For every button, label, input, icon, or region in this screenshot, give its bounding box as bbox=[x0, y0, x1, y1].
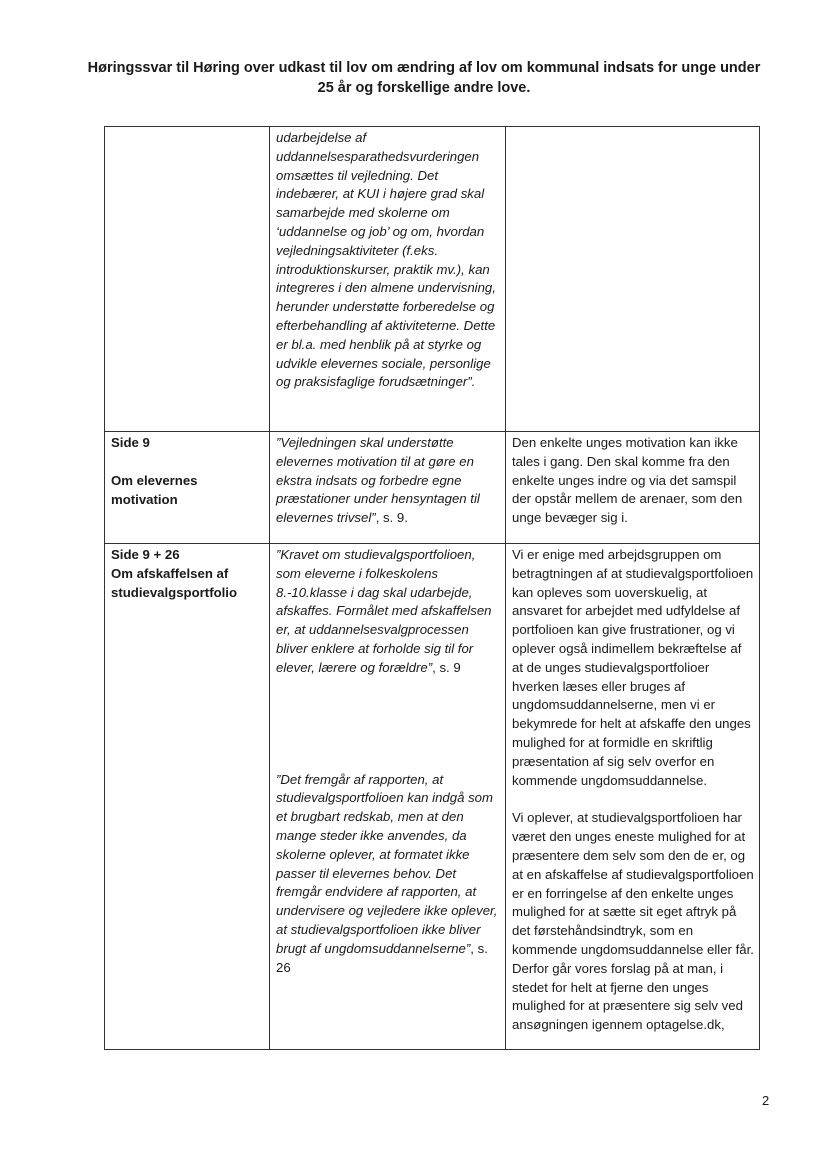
hearing-response-table bbox=[104, 126, 760, 1050]
quote-cell bbox=[270, 432, 506, 544]
response-text: Den enkelte unges motivation kan ikke tales i gang. Den skal komme fra den enkelte unges indre og via det samspil der opstår mellem de arenaer, som den unge bevæger sig i. bbox=[512, 435, 743, 526]
title-line-1: Høringssvar til Høring over udkast til lov om ændring af lov om kommunal indsats for unge under bbox=[87, 60, 761, 76]
response-cell bbox=[506, 432, 760, 544]
quote-cell bbox=[270, 127, 506, 432]
table-row bbox=[105, 432, 760, 544]
topic-subject: Om afskaffelsen af studievalgsportfolio bbox=[111, 565, 238, 600]
response-text: Vi er enige med arbejdsgruppen om betragtningen af at studievalgsportfolioen kan opleves som uoverskuelig, at ansvaret for arbejdet med udfyldelse af portfolioen kan give frustrationer, og vi oplever også indimellem bekræftelse af at de unges studievalgsportfolioer hverken læses eller bruges af ungdomsuddannelserne, men vi er bekymrede for helt at afskaffe den unges mulighed for at formidle en skriftlig præsentation af sig selv overfor en kommende ungdomsuddannelse. bbox=[512, 547, 754, 788]
quote-text: ”Kravet om studievalgsportfolioen, som eleverne i folkeskolens 8.-10.klasse i dag skal udarbejde, afskaffes. Formålet med afskaffelsen er, at uddannelsesvalgprocessen bliver enklere at forholde sig til for elever, lærere og forældre” bbox=[276, 547, 492, 675]
title-line-2: 25 år og forskellige andre love. bbox=[317, 80, 531, 96]
response-cell bbox=[506, 127, 760, 432]
response-text-3: Derfor går vores forslag på at man, i stedet for helt at fjerne den unges mulighed for at præsentere sig selv ved ansøgningen igennem optagelse.dk, bbox=[512, 960, 743, 1033]
page-number: 2 bbox=[762, 1093, 770, 1108]
quote-reference-2: , s. 26 bbox=[276, 940, 488, 975]
topic-cell bbox=[105, 432, 270, 544]
table-row bbox=[105, 544, 760, 1050]
topic-cell bbox=[105, 544, 270, 1050]
quote-reference: , s. 9. bbox=[375, 510, 408, 526]
topic-page-ref: Side 9 + 26 bbox=[111, 547, 180, 562]
response-text-2: Vi oplever, at studievalgsportfolioen har været den unges eneste mulighed for at præsentere dem selv som den de er, og at en afskaffelse af studievalgsportfolioen er en forringelse af den enkelte unges mulighed for at sætte sit eget aftryk på det førstehåndsindtryk, som en kommende ungdomsuddannelse eller får. bbox=[512, 810, 754, 957]
quote-cell bbox=[270, 544, 506, 1050]
table-row bbox=[105, 127, 760, 432]
quote-text-2: ”Det fremgår af rapporten, at studievalgsportfolioen kan indgå som et brugbart redskab, men at den mange steder ikke anvendes, da skolerne oplever, at formatet ikke passer til elevernes behov. Det fremgår endvidere af rapporten, at undervisere og vejledere ikke oplever, at studievalgsportfolioen ikke bliver brugt af ungdomsuddannelserne” bbox=[276, 771, 498, 956]
topic-subject: Om elevernes motivation bbox=[111, 472, 198, 507]
quote-text: udarbejdelse af uddannelsesparathedsvurderingen omsættes til vejledning. Det indebærer, at KUI i højere grad skal samarbejde med skolerne om ‘uddannelse og job’ og om, hvordan vejledningsaktiviteter (f.eks. introduktionskurser, praktik mv.), kan integreres i den almene undervisning, herunder understøtte forberedelse og efterbehandling af aktiviteterne. Dette er bl.a. med henblik på at styrke og udvikle elevernes sociale, personlige og praksisfaglige forudsætninger”. bbox=[276, 130, 496, 390]
topic-cell bbox=[105, 127, 270, 432]
topic-page-ref: Side 9 bbox=[111, 435, 150, 450]
quote-text: ”Vejledningen skal understøtte elevernes motivation til at gøre en ekstra indsats og forbedre egne præstationer under hensyntagen til elevernes trivsel” bbox=[276, 435, 480, 526]
response-cell bbox=[506, 544, 760, 1050]
quote-reference: , s. 9 bbox=[432, 659, 461, 675]
document-title bbox=[60, 58, 788, 98]
